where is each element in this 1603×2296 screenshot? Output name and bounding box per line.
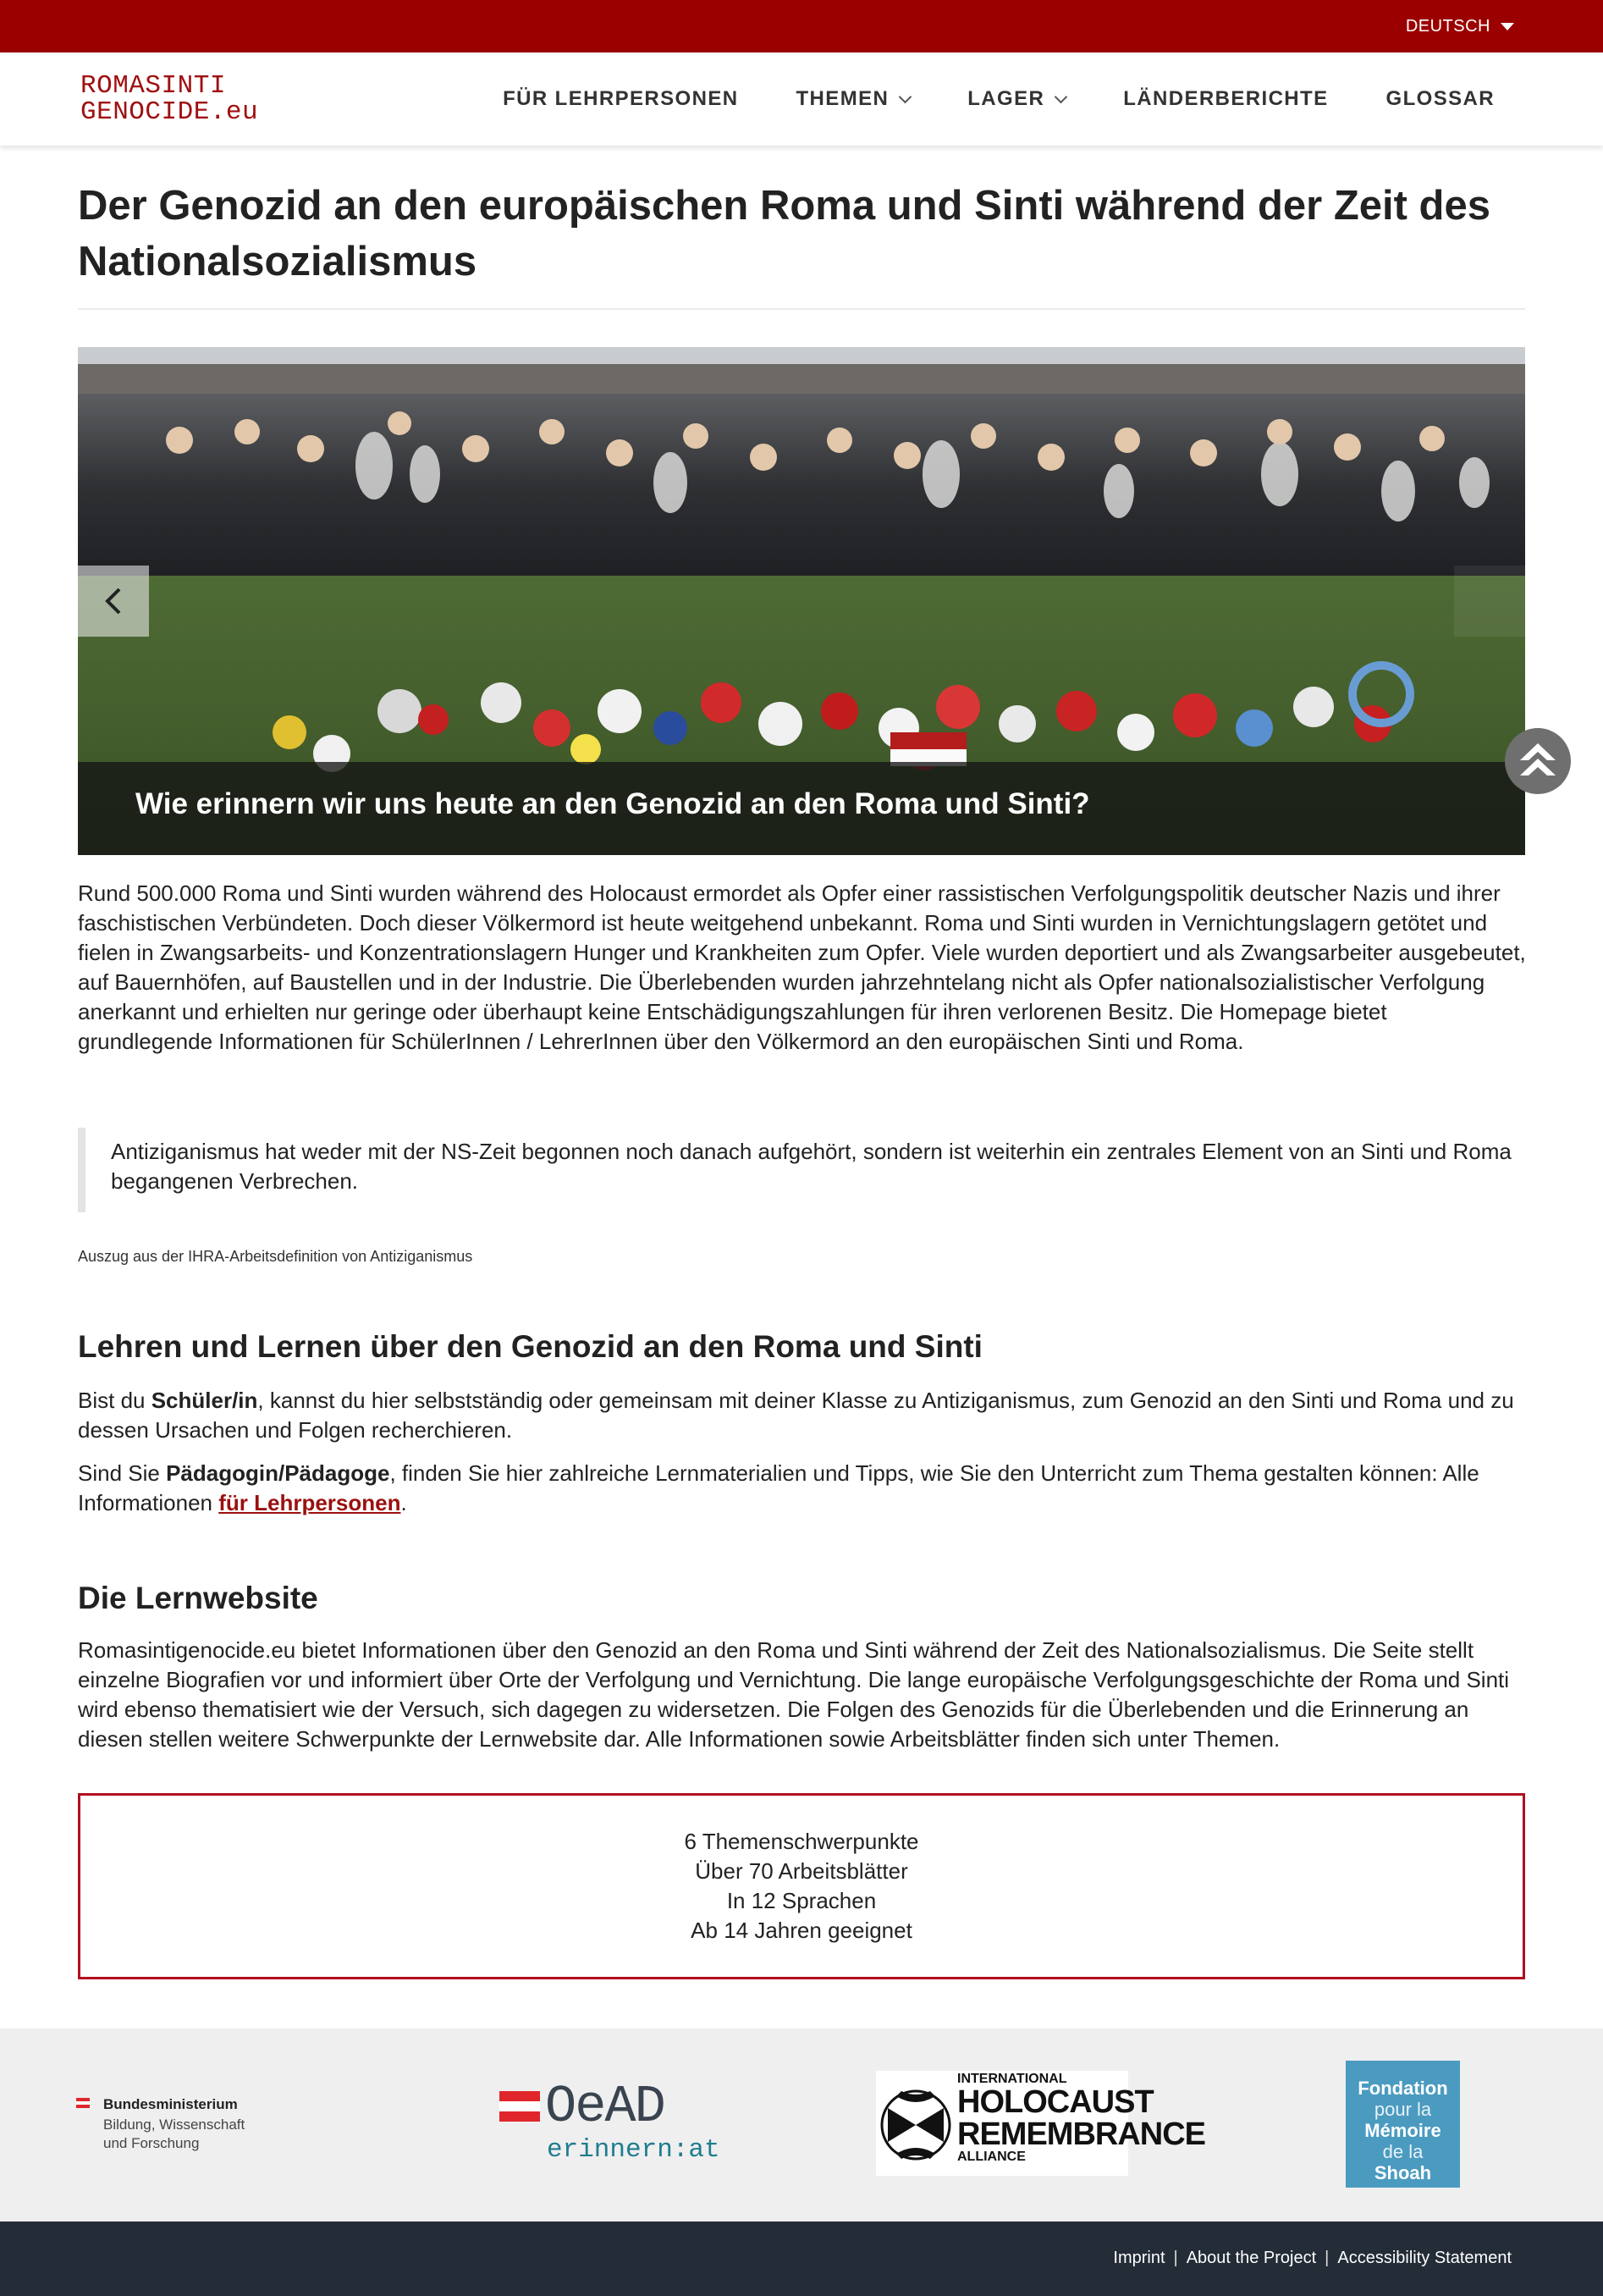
- fms-line: Mémoire: [1364, 2120, 1441, 2141]
- bmbwf-sub-line: Bildung, Wissenschaft: [103, 2117, 245, 2133]
- slide-caption: [78, 762, 1525, 855]
- site-footer: [0, 2221, 1603, 2296]
- section-heading-teaching: Lehren und Lernen über den Genozid an den Roma und Sinti: [78, 1329, 983, 1364]
- students-text-pre: Bist du: [78, 1388, 151, 1413]
- partner-logos: [0, 2028, 1603, 2221]
- nav-item-landerberichte[interactable]: [1123, 87, 1328, 111]
- oead-subline: erinnern:at: [547, 2135, 720, 2165]
- ihra-wordmark: [957, 2072, 1205, 2164]
- nav-label[interactable]: GLOSSAR: [1385, 87, 1495, 110]
- partner-oead-logo[interactable]: [499, 2077, 720, 2165]
- fms-line: Fondation: [1358, 2078, 1448, 2099]
- section-heading-website: Die Lernwebsite: [78, 1581, 318, 1615]
- ihra-globe-icon: [879, 2083, 952, 2167]
- chevron-down-icon[interactable]: [899, 90, 912, 103]
- teachers-text-end: .: [400, 1490, 407, 1515]
- bmbwf-sub: [103, 2116, 245, 2153]
- partner-ihra-logo[interactable]: [876, 2071, 1205, 2176]
- teachers-text-pre: Sind Sie: [78, 1460, 167, 1486]
- fms-line: Shoah: [1374, 2162, 1432, 2183]
- teachers-label: Pädagogin/Pädagoge: [166, 1460, 390, 1486]
- nav-item-fur-lehrpersonen[interactable]: [503, 87, 738, 111]
- chevron-down-icon[interactable]: [1055, 90, 1068, 103]
- top-bar: [0, 0, 1603, 52]
- fms-line: pour la: [1374, 2099, 1432, 2120]
- main-nav: [445, 52, 1495, 146]
- fact-item: 6 Themenschwerpunkte: [684, 1829, 919, 1854]
- teachers-link[interactable]: für Lehrpersonen: [218, 1490, 401, 1515]
- ihra-line: REMEMBRANCE: [957, 2117, 1205, 2152]
- slider-prev-button[interactable]: [78, 566, 149, 637]
- oead-wordmark: OeAD: [545, 2077, 664, 2137]
- quote-source: Auszug aus der IHRA-Arbeitsdefinition von Antiziganismus: [78, 1248, 473, 1265]
- fact-item: Über 70 Arbeitsblätter: [695, 1858, 908, 1884]
- title-divider: [78, 308, 1525, 310]
- footer-separator: |: [1325, 2249, 1330, 2267]
- teachers-text-mid: , finden Sie hier zahlreiche Lernmaterialien und Tipps, wie Sie den Unterricht zum Thema gestalten können: Alle Informationen: [78, 1460, 1479, 1515]
- students-label: Schüler/in: [151, 1388, 258, 1413]
- site-logo[interactable]: [80, 73, 258, 125]
- chevron-left-icon[interactable]: [101, 586, 126, 616]
- teachers-paragraph: [78, 1459, 1527, 1518]
- blockquote: [78, 1128, 1525, 1212]
- nav-label[interactable]: FÜR LEHRPERSONEN: [503, 87, 739, 110]
- nav-label[interactable]: LÄNDERBERICHTE: [1123, 87, 1329, 110]
- language-selector[interactable]: [1406, 0, 1514, 52]
- ihra-line: ALLIANCE: [957, 2150, 1026, 2164]
- footer-links: [1113, 2249, 1512, 2268]
- footer-separator: |: [1173, 2249, 1178, 2267]
- footer-link-imprint[interactable]: Imprint: [1113, 2249, 1165, 2267]
- logo-line-2[interactable]: GENOCIDE.eu: [80, 97, 259, 127]
- fms-line: de la: [1382, 2141, 1424, 2162]
- slider-next-button[interactable]: [1454, 566, 1525, 637]
- website-paragraph: Romasintigenocide.eu bietet Informationen über den Genozid an den Roma und Sinti während der Zeit des Nationalsozialismus. Die Seite stellt einzelne Biografien vor und informiert über Orte der Verfolgung und Vernichtung. Die lange europäische Verfolgungsgeschichte der Roma und Sinti wird ebenso thematisiert wie der Versuch, sich dagegen zu widersetzen. Die Folgen des Genozids für die Überlebenden und die Erinnerung an diesen stellen weitere Schwerpunkte der Lernwebsite dar. Alle Informationen sowie Arbeitsblätter finden sich unter Themen.: [78, 1637, 1510, 1752]
- nav-label[interactable]: LAGER: [967, 87, 1045, 110]
- back-to-top-button[interactable]: [1505, 728, 1571, 794]
- fact-item: Ab 14 Jahren geeignet: [691, 1918, 912, 1943]
- footer-link-accessibility[interactable]: Accessibility Statement: [1337, 2249, 1512, 2267]
- students-paragraph: [78, 1386, 1527, 1445]
- bmbwf-sub-line: und Forschung: [103, 2135, 200, 2151]
- language-label[interactable]: DEUTSCH: [1405, 16, 1490, 36]
- partner-fms-logo[interactable]: [1346, 2061, 1460, 2188]
- students-text-post: , kannst du hier selbstständig oder gemeinsam mit deiner Klasse zu Antiziganismus, zum Genozid an den Sinti und Roma und zu dessen Ursachen und Folgen recherchieren.: [78, 1388, 1514, 1443]
- nav-item-themen[interactable]: [796, 87, 911, 111]
- bmbwf-name: Bundesministerium: [103, 2096, 238, 2112]
- nav-item-glossar[interactable]: [1386, 87, 1495, 111]
- image-slider[interactable]: [78, 347, 1525, 855]
- slide-caption-text: Wie erinnern wir uns heute an den Genozid an den Roma und Sinti?: [135, 787, 1090, 820]
- fact-item: In 12 Sprachen: [726, 1888, 877, 1913]
- logo-line-1[interactable]: ROMASINTI: [80, 71, 226, 101]
- nav-label[interactable]: THEMEN: [796, 87, 890, 110]
- caret-down-icon[interactable]: [1501, 23, 1514, 30]
- austria-flag-icon: [76, 2098, 90, 2108]
- ihra-line: INTERNATIONAL: [957, 2072, 1067, 2086]
- double-chevron-up-icon[interactable]: [1517, 740, 1559, 782]
- ihra-line: HOLOCAUST: [957, 2084, 1154, 2120]
- page-title: Der Genozid an den europäischen Roma und Sinti während der Zeit des Nationalsozialismus: [78, 183, 1490, 284]
- nav-item-lager[interactable]: [967, 87, 1066, 111]
- facts-box: [78, 1793, 1525, 1979]
- austria-flag-icon: [499, 2091, 540, 2122]
- footer-link-about[interactable]: About the Project: [1186, 2249, 1317, 2267]
- intro-paragraph: Rund 500.000 Roma und Sinti wurden während des Holocaust ermordet als Opfer einer rassistischen Verfolgungspolitik deutscher Nazis und ihrer faschistischen Verbündeten. Doch dieser Völkermord ist heute weitgehend unbekannt. Roma und Sinti wurden in Vernichtungslagern getötet und fielen in Zwangsarbeits- und Konzentrationslagern Hunger und Krankheiten zum Opfer. Viele wurden deportiert und als Zwangsarbeiter ausgebeutet, auf Bauernhöfen, auf Baustellen und in der Industrie. Die Überlebenden wurden jahrzehntelang nicht als Opfer nationalsozialistischer Verfolgung anerkannt und erhielten nur geringe oder überhaupt keine Entschädigungszahlungen für ihren verlorenen Besitz. Die Homepage bietet grundlegende Informationen für SchülerInnen / LehrerInnen über den Völkermord an den europäischen Sinti und Roma.: [78, 880, 1526, 1054]
- main-navbar: [0, 52, 1603, 146]
- quote-text: Antiziganismus hat weder mit der NS-Zeit begonnen noch danach aufgehört, sondern ist weiterhin ein zentrales Element von an Sinti und Roma begangenen Verbrechen.: [111, 1139, 1512, 1194]
